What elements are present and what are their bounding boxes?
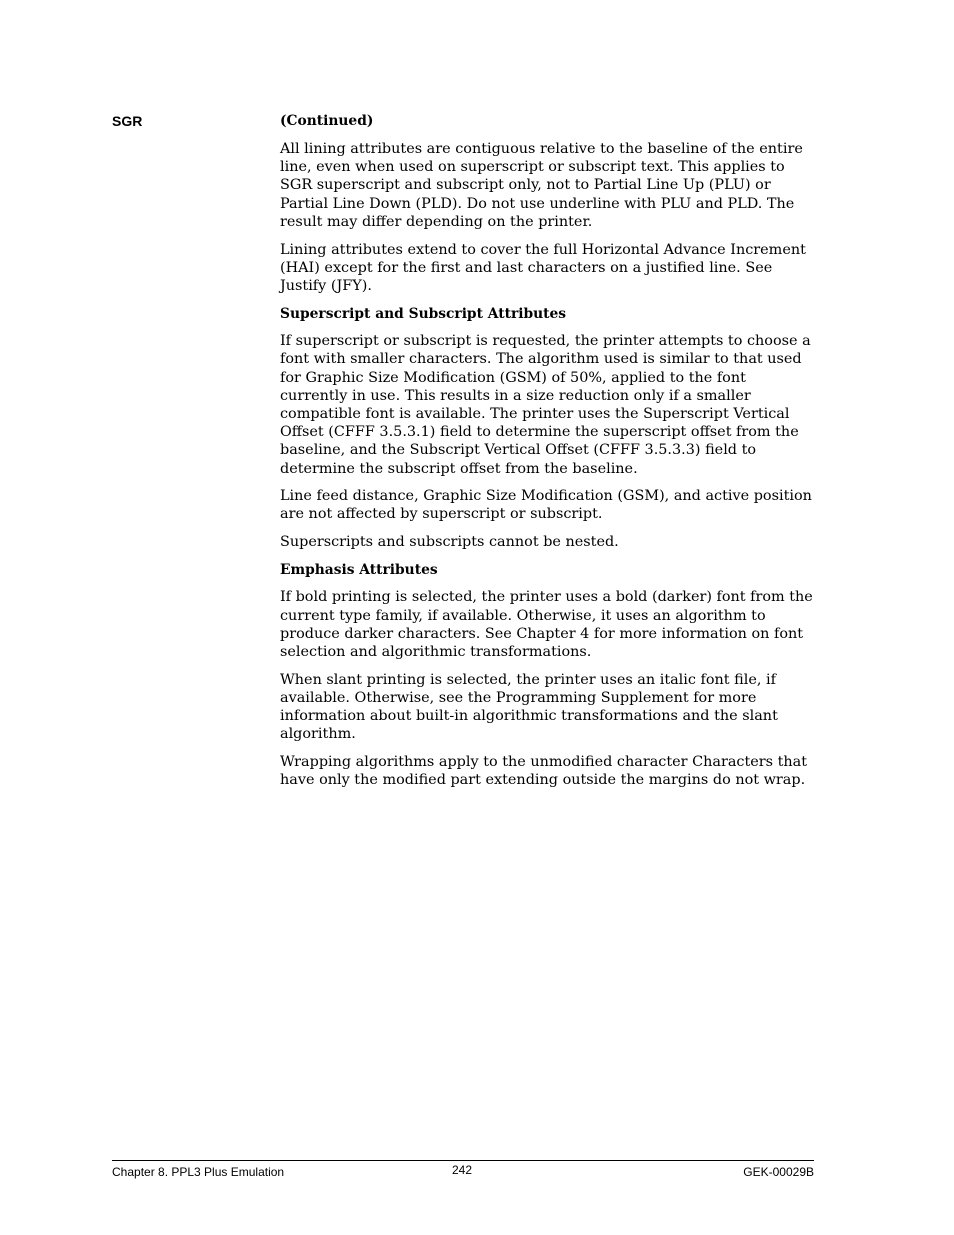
footer-chapter: Chapter 8. PPL3 Plus Emulation [112,1165,285,1179]
continued-heading: (Continued) [280,113,374,129]
body-content [280,112,815,799]
paragraph-slant-printing: When slant printing is selected, the printer uses an italic font file, if available. Otherwise, see the Programming Supplement for more information about built-in algorithmic transformations and the slant algorithm. [280,671,778,743]
paragraph-line-feed: Line feed distance, Graphic Size Modification (GSM), and active position are not affected by superscript or subscript. [280,488,812,523]
footer-page-number: 242 [452,1163,473,1177]
paragraph-lining-extend: Lining attributes extend to cover the full Horizontal Advance Increment (HAI) except for the first and last characters on a justified line. See Justify (JFY). [280,241,806,294]
paragraph-not-nested: Superscripts and subscripts cannot be nested. [280,534,619,551]
paragraph-wrapping: Wrapping algorithms apply to the unmodified character Characters that have only the modified part extending outside the margins do not wrap. [280,753,808,789]
heading-superscript-subscript: Superscript and Subscript Attributes [280,305,567,322]
paragraph-lining-contiguous: All lining attributes are contiguous relative to the baseline of the entire line, even when used on superscript or subscript text. This applies to SGR superscript and subscript only, not to Partial Line Up (PLU) or Partial Line Down (PLD). Do not use underline with PLU and PLD. The result may differ depending on the printer. [280,141,803,230]
command-label: SGR [112,113,143,129]
footer-doc-id: GEK-00029B [743,1165,814,1179]
footer-divider [112,1160,814,1161]
paragraph-superscript-requested: If superscript or subscript is requested, the printer attempts to choose a font with smaller characters. The algorithm used is similar to that used for Graphic Size Modification (GSM) of 50%, applied to the font currently in use. This results in a size reduction only if a smaller compatible font is available. The printer uses the Superscript Vertical Offset (CFFF 3.5.3.1) field to determine the superscript offset from the baseline, and the Subscript Vertical Offset (CFFF 3.5.3.3) field to determine the subscript offset from the baseline. [280,333,811,477]
paragraph-bold-printing: If bold printing is selected, the printer uses a bold (darker) font from the current type family, if available. Otherwise, it uses an algorithm to produce darker characters. See Chapter 4 for more information on font selection and algorithmic transformations. [280,589,813,660]
heading-emphasis: Emphasis Attributes [280,561,438,578]
